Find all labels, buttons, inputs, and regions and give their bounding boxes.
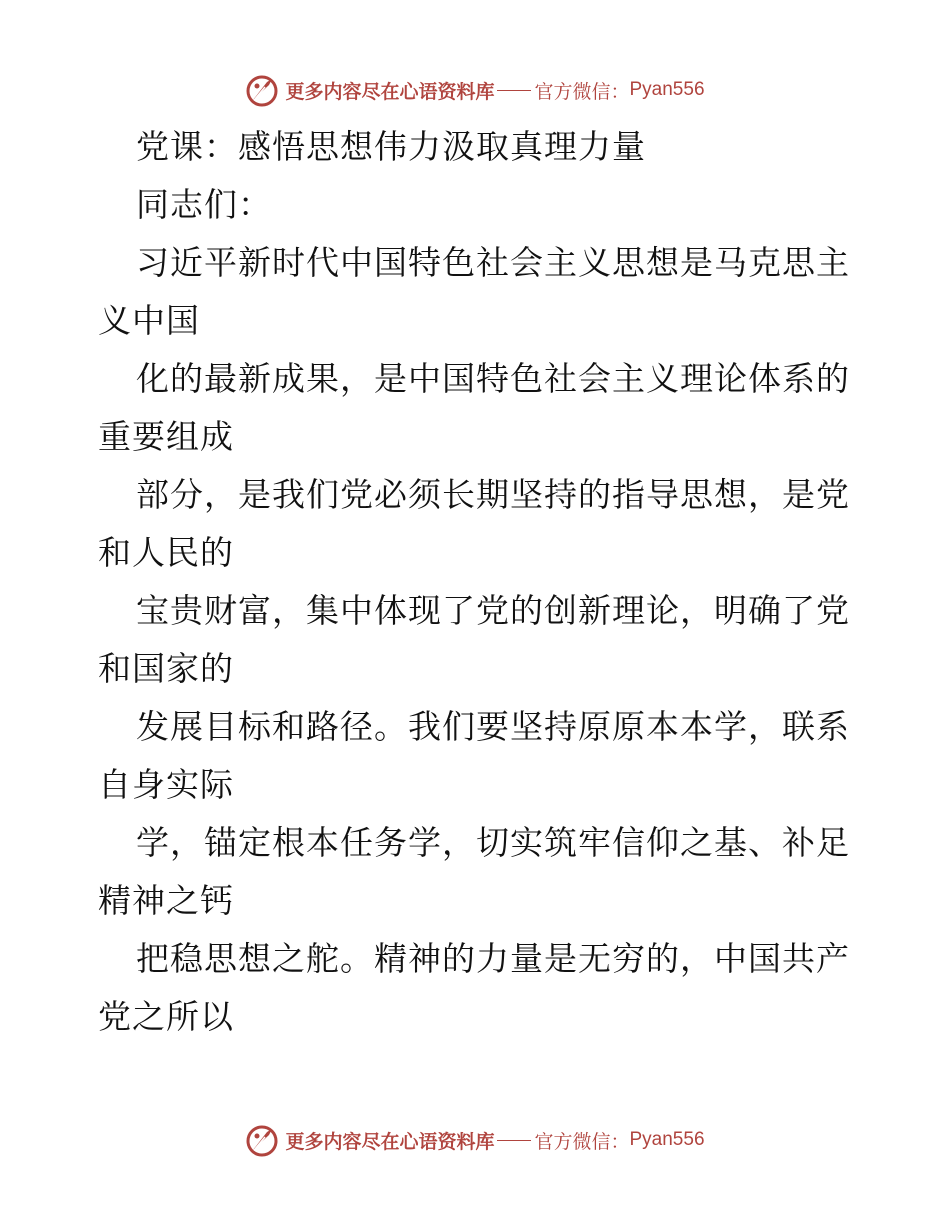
- paragraph-line: 重要组成: [98, 417, 234, 456]
- paragraph-line: 把稳思想之舵。精神的力量是无穷的，中国共产: [136, 939, 850, 978]
- document-title: 党课：感悟思想伟力汲取真理力量: [136, 127, 646, 166]
- paragraph-line: 党之所以: [98, 997, 234, 1036]
- paragraph-line: 化的最新成果，是中国特色社会主义理论体系的: [136, 359, 850, 398]
- paragraph-line: 习近平新时代中国特色社会主义思想是马克思主: [136, 243, 850, 282]
- document-body: [98, 118, 858, 1046]
- paragraph-line: 和国家的: [98, 649, 234, 688]
- paragraph-line: 和人民的: [98, 533, 234, 572]
- paragraph-line: 义中国: [98, 301, 200, 340]
- header-wechat-label: 官方微信：: [534, 80, 630, 103]
- footer-wechat-label: 官方微信：: [534, 1130, 630, 1153]
- footer-banner: [0, 1120, 950, 1160]
- quill-pen-logo-icon: [245, 73, 279, 107]
- paragraph-line: 宝贵财富，集中体现了党的创新理论，明确了党: [136, 591, 850, 630]
- header-dash: [497, 90, 531, 91]
- footer-wechat-id: Pyan556: [629, 1129, 705, 1150]
- paragraph-line: 精神之钙: [98, 881, 234, 920]
- document-salutation: 同志们：: [136, 185, 272, 224]
- paragraph-line: 自身实际: [98, 765, 234, 804]
- footer-dash: [497, 1140, 531, 1141]
- paragraph-line: 部分，是我们党必须长期坚持的指导思想，是党: [136, 475, 850, 514]
- header-banner: [0, 70, 950, 110]
- header-site-text: 更多内容尽在心语资料库: [285, 80, 495, 103]
- quill-pen-logo-icon: [245, 1123, 279, 1157]
- footer-site-text: 更多内容尽在心语资料库: [285, 1130, 495, 1153]
- header-wechat-id: Pyan556: [629, 79, 705, 100]
- paragraph-line: 学，锚定根本任务学，切实筑牢信仰之基、补足: [136, 823, 850, 862]
- paragraph-line: 发展目标和路径。我们要坚持原原本本学，联系: [136, 707, 850, 746]
